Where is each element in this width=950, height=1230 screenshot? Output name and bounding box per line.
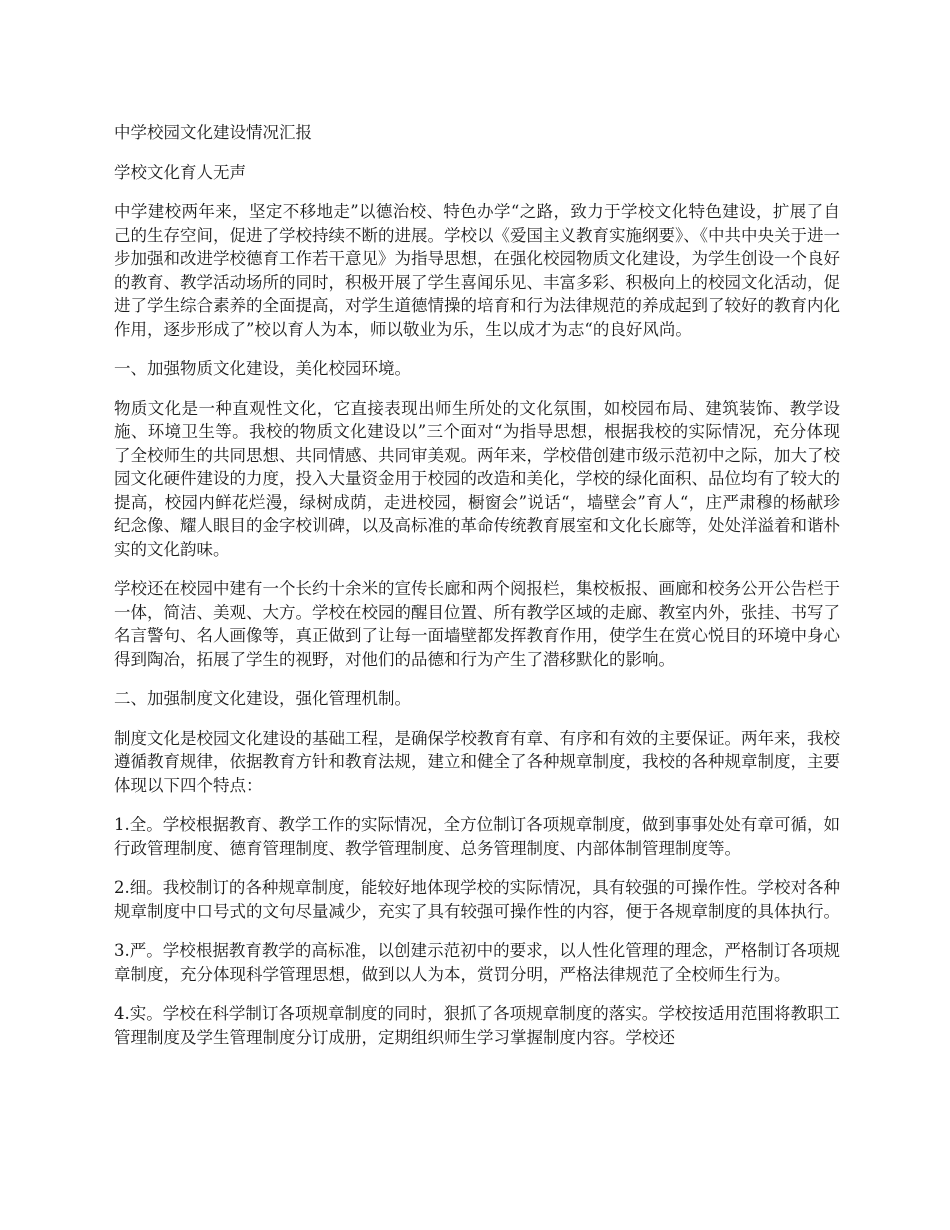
document-page bbox=[114, 121, 840, 1065]
paragraph-system-culture: 制度文化是校园文化建设的基础工程，是确保学校教育有章、有序和有效的主要保证。两年来，我校遵循教育规律，依据教育方针和教育法规，建立和健全了各种规章制度，我校的各种规章制度，主要体现以下四个特点： bbox=[114, 728, 840, 795]
document-title: 中学校园文化建设情况汇报 bbox=[114, 123, 312, 142]
section-heading-2: 二、加强制度文化建设，强化管理机制。 bbox=[114, 689, 411, 708]
list-item-complete: 1.全。学校根据教育、教学工作的实际情况，全方位制订各项规章制度，做到事事处处有章可循，如行政管理制度、德育管理制度、教学管理制度、总务管理制度、内部体制管理制度等。 bbox=[114, 815, 840, 858]
list-item-detailed: 2.细。我校制订的各种规章制度，能较好地体现学校的实际情况，具有较强的可操作性。学校对各种规章制度中口号式的文句尽量减少，充实了具有较强可操作性的内容，便于各规章制度的具体执行。 bbox=[114, 878, 840, 921]
paragraph-intro: 中学建校两年来，坚定不移地走”以德治校、特色办学“之路，致力于学校文化特色建设，扩展了自己的生存空间，促进了学校持续不断的进展。学校以《爱国主义教育实施纲要》、《中共中央关于进一步加强和改进学校德育工作若干意见》为指导思想，在强化校园物质文化建设，为学生创设一个良好的教育、教学活动场所的同时，积极开展了学生喜闻乐见、丰富多彩、积极向上的校园文化活动，促进了学生综合素养的全面提高，对学生道德情操的培育和行为法律规范的养成起到了较好的教育内化作用，逐步形成了”校以育人为本，师以敬业为乐，生以成才为志“的良好风尚。 bbox=[114, 202, 840, 339]
document-subtitle: 学校文化育人无声 bbox=[114, 162, 246, 182]
paragraph-material-culture: 物质文化是一种直观性文化，它直接表现出师生所处的文化氛围，如校园布局、建筑装饰、教学设施、环境卫生等。我校的物质文化建设以”三个面对“为指导思想，根据我校的实际情况，充分体现了全校师生的共同思想、共同情感、共同审美观。两年来，学校借创建市级示范初中之际，加大了校园文化硬件建设的力度，投入大量资金用于校园的改造和美化，学校的绿化面积、品位均有了较大的提高，校园内鲜花烂漫，绿树成荫，走进校园，橱窗会”说话“，墙壁会”育人“，庄严肃穆的杨献珍纪念像、耀人眼目的金字校训碑，以及高标准的革命传统教育展室和文化长廊等，处处洋溢着和谐朴实的文化韵味。 bbox=[114, 398, 840, 559]
list-item-strict: 3.严。学校根据教育教学的高标准，以创建示范初中的要求，以人性化管理的理念，严格制订各项规章制度，充分体现科学管理思想，做到以人为本，赏罚分明，严格法律规范了全校师生行为。 bbox=[114, 941, 840, 984]
section-heading-1: 一、加强物质文化建设，美化校园环境。 bbox=[114, 359, 411, 378]
paragraph-campus-gallery: 学校还在校园中建有一个长约十余米的宣传长廊和两个阅报栏，集校板报、画廊和校务公开公告栏于一体，简洁、美观、大方。学校在校园的醒目位置、所有教学区域的走廊、教室内外，张挂、书写了名言警句、名人画像等，真正做到了让每一面墙壁都发挥教育作用，使学生在赏心悦目的环境中身心得到陶冶，拓展了学生的视野，对他们的品德和行为产生了潜移默化的影响。 bbox=[114, 579, 840, 669]
list-item-practical: 4.实。学校在科学制订各项规章制度的同时，狠抓了各项规章制度的落实。学校按适用范围将教职工管理制度及学生管理制度分订成册，定期组织师生学习掌握制度内容。学校还 bbox=[114, 1004, 840, 1047]
